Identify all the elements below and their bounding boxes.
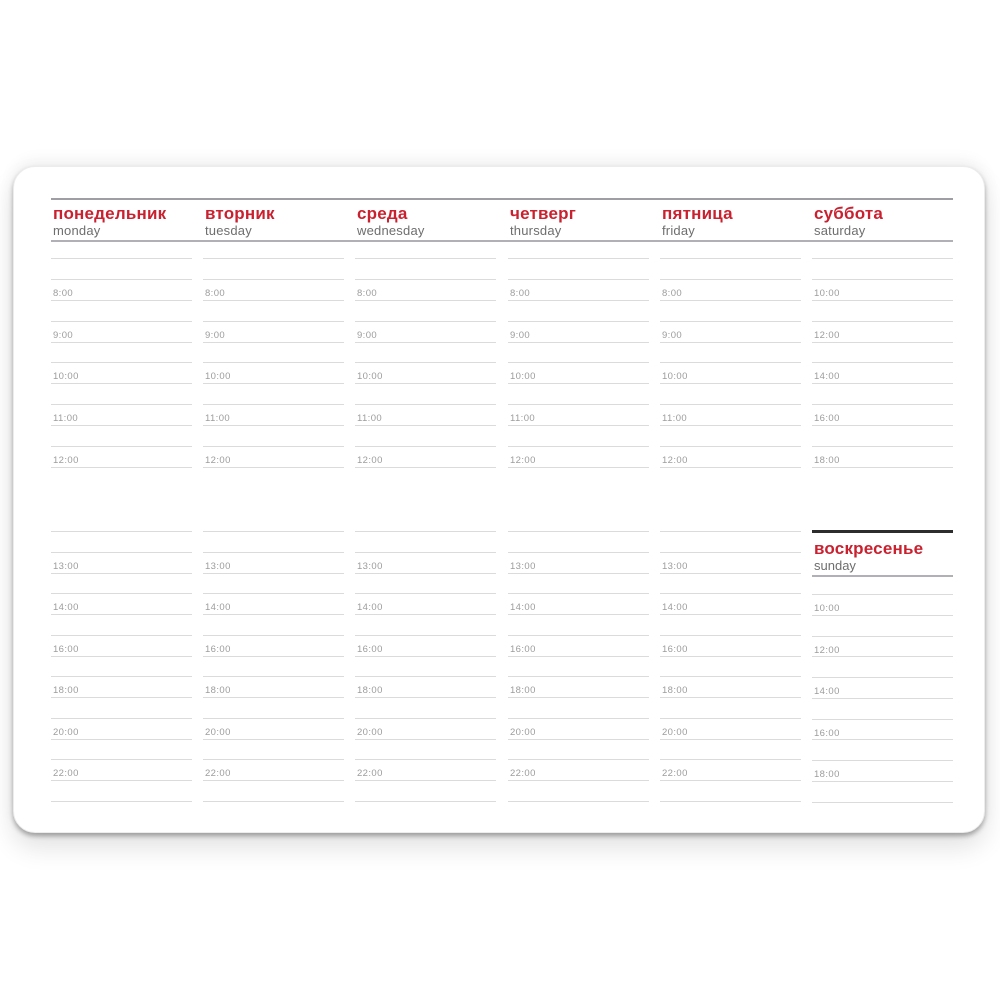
tuesday-time-slot-row [203, 780, 344, 801]
time-label: 9:00 [510, 329, 531, 341]
time-label: 14:00 [814, 686, 840, 698]
tuesday-time-slot-row [203, 300, 344, 321]
wednesday-time-slot-row [355, 635, 496, 656]
thursday-time-slot-row [508, 404, 649, 425]
monday-afternoon-section [51, 531, 192, 802]
thursday-time-slot-row [508, 552, 649, 573]
time-label: 11:00 [53, 413, 79, 425]
thursday-time-slot-row [508, 300, 649, 321]
wednesday-morning-section [355, 258, 496, 468]
wednesday-time-slot-row [355, 446, 496, 467]
time-label: 9:00 [205, 329, 226, 341]
wednesday-time-slot-row [355, 425, 496, 446]
saturday-time-slot-row [812, 425, 953, 446]
planner-content [51, 167, 953, 834]
sunday-time-slot-row [812, 594, 953, 615]
friday-time-slot-row [660, 573, 801, 594]
day-name-ru-saturday: суббота [814, 204, 884, 223]
time-label: 14:00 [814, 371, 840, 383]
time-label: 20:00 [357, 726, 383, 738]
tuesday-closing-line [203, 801, 344, 802]
monday-time-slot-row [51, 531, 192, 552]
friday-time-slot-row [660, 279, 801, 300]
friday-time-slot-row [660, 425, 801, 446]
tuesday-time-slot-row [203, 446, 344, 467]
saturday-time-slot-row [812, 300, 953, 321]
thursday-time-slot-row [508, 362, 649, 383]
sunday-time-slot-row [812, 615, 953, 636]
saturday-time-slot-row [812, 342, 953, 363]
friday-time-slot-row [660, 593, 801, 614]
thursday-time-slot-row [508, 635, 649, 656]
wednesday-time-slot-row [355, 656, 496, 677]
saturday-time-slot-row [812, 404, 953, 425]
day-column-monday [51, 167, 192, 834]
time-label: 16:00 [814, 727, 840, 739]
wednesday-time-slot-row [355, 383, 496, 404]
friday-time-slot-row [660, 635, 801, 656]
time-label: 22:00 [53, 768, 79, 780]
wednesday-time-slot-row [355, 342, 496, 363]
thursday-time-slot-row [508, 697, 649, 718]
time-label: 14:00 [357, 602, 383, 614]
wednesday-time-slot-row [355, 573, 496, 594]
monday-time-slot-row [51, 300, 192, 321]
time-label: 20:00 [662, 726, 688, 738]
friday-time-slot-row [660, 383, 801, 404]
tuesday-time-slot-row [203, 531, 344, 552]
time-label: 13:00 [205, 560, 231, 572]
monday-time-slot-row [51, 697, 192, 718]
wednesday-time-slot-row [355, 531, 496, 552]
planner-page [13, 166, 985, 833]
day-column-thursday [508, 167, 649, 834]
monday-time-slot-row [51, 614, 192, 635]
saturday-time-slot-row [812, 321, 953, 342]
friday-time-slot-row [660, 739, 801, 760]
tuesday-time-slot-row [203, 676, 344, 697]
monday-time-slot-row [51, 759, 192, 780]
monday-time-slot-row [51, 279, 192, 300]
saturday-time-slot-row [812, 258, 953, 279]
wednesday-time-slot-row [355, 780, 496, 801]
thursday-time-slot-row [508, 593, 649, 614]
day-name-en-saturday: saturday [814, 223, 866, 238]
time-label: 11:00 [662, 413, 688, 425]
tuesday-time-slot-row [203, 383, 344, 404]
time-label: 13:00 [662, 560, 688, 572]
time-label: 14:00 [662, 602, 688, 614]
monday-time-slot-row [51, 718, 192, 739]
time-label: 10:00 [510, 371, 536, 383]
time-label: 22:00 [205, 768, 231, 780]
friday-time-slot-row [660, 300, 801, 321]
thursday-time-slot-row [508, 718, 649, 739]
day-name-ru-tuesday: вторник [205, 204, 275, 223]
thursday-time-slot-row [508, 573, 649, 594]
time-label: 18:00 [53, 685, 79, 697]
monday-time-slot-row [51, 635, 192, 656]
time-label: 12:00 [510, 455, 536, 467]
sunday-header-underline [812, 575, 953, 577]
time-label: 16:00 [510, 643, 536, 655]
time-label: 10:00 [662, 371, 688, 383]
day-column-tuesday [203, 167, 344, 834]
wednesday-time-slot-row [355, 279, 496, 300]
sunday-time-slot-row [812, 739, 953, 760]
tuesday-time-slot-row [203, 656, 344, 677]
time-label: 16:00 [205, 643, 231, 655]
saturday-time-slot-row [812, 279, 953, 300]
time-label: 18:00 [814, 455, 840, 467]
time-label: 11:00 [357, 413, 383, 425]
time-label: 22:00 [662, 768, 688, 780]
thursday-time-slot-row [508, 531, 649, 552]
time-label: 9:00 [53, 329, 74, 341]
time-label: 8:00 [205, 287, 226, 299]
monday-time-slot-row [51, 342, 192, 363]
day-name-ru-sunday: воскресенье [814, 539, 924, 558]
time-label: 10:00 [205, 371, 231, 383]
sunday-time-slot-row [812, 760, 953, 781]
time-label: 14:00 [510, 602, 536, 614]
friday-time-slot-row [660, 759, 801, 780]
sunday-time-slot-row [812, 656, 953, 677]
wednesday-time-slot-row [355, 676, 496, 697]
time-label: 10:00 [814, 287, 840, 299]
wednesday-time-slot-row [355, 614, 496, 635]
wednesday-time-slot-row [355, 552, 496, 573]
wednesday-closing-line [355, 801, 496, 802]
day-column-friday [660, 167, 801, 834]
day-column-saturday [812, 167, 953, 834]
time-label: 18:00 [205, 685, 231, 697]
friday-time-slot-row [660, 404, 801, 425]
time-label: 8:00 [510, 287, 531, 299]
time-label: 8:00 [662, 287, 683, 299]
time-label: 14:00 [53, 602, 79, 614]
tuesday-time-slot-row [203, 635, 344, 656]
time-label: 10:00 [814, 603, 840, 614]
wednesday-time-slot-row [355, 697, 496, 718]
time-label: 16:00 [53, 643, 79, 655]
time-label: 13:00 [510, 560, 536, 572]
day-name-ru-wednesday: среда [357, 204, 408, 223]
tuesday-time-slot-row [203, 258, 344, 279]
monday-time-slot-row [51, 404, 192, 425]
tuesday-time-slot-row [203, 362, 344, 383]
thursday-time-slot-row [508, 780, 649, 801]
time-label: 9:00 [662, 329, 683, 341]
day-column-wednesday [355, 167, 496, 834]
friday-time-slot-row [660, 362, 801, 383]
sunday-time-slot-row [812, 719, 953, 740]
tuesday-time-slot-row [203, 279, 344, 300]
friday-closing-line [660, 801, 801, 802]
monday-time-slot-row [51, 676, 192, 697]
monday-time-slot-row [51, 593, 192, 614]
wednesday-time-slot-row [355, 321, 496, 342]
time-label: 13:00 [53, 560, 79, 572]
thursday-time-slot-row [508, 759, 649, 780]
time-label: 9:00 [357, 329, 378, 341]
monday-time-slot-row [51, 425, 192, 446]
time-label: 18:00 [814, 769, 840, 781]
friday-time-slot-row [660, 321, 801, 342]
tuesday-morning-section [203, 258, 344, 468]
wednesday-time-slot-row [355, 404, 496, 425]
day-name-ru-thursday: четверг [510, 204, 576, 223]
monday-time-slot-row [51, 739, 192, 760]
wednesday-time-slot-row [355, 739, 496, 760]
tuesday-time-slot-row [203, 593, 344, 614]
monday-time-slot-row [51, 321, 192, 342]
wednesday-time-slot-row [355, 258, 496, 279]
sunday-time-slot-row [812, 781, 953, 802]
saturday-time-slot-row [812, 446, 953, 467]
day-name-en-sunday: sunday [814, 558, 856, 573]
sunday-time-slot-row [812, 636, 953, 657]
time-label: 10:00 [357, 371, 383, 383]
sunday-divider-rule [812, 530, 953, 533]
friday-time-slot-row [660, 446, 801, 467]
time-label: 18:00 [510, 685, 536, 697]
time-label: 12:00 [357, 455, 383, 467]
thursday-morning-section [508, 258, 649, 468]
time-label: 12:00 [814, 644, 840, 656]
friday-time-slot-row [660, 697, 801, 718]
friday-afternoon-section [660, 531, 801, 802]
tuesday-time-slot-row [203, 614, 344, 635]
day-name-en-friday: friday [662, 223, 695, 238]
tuesday-time-slot-row [203, 739, 344, 760]
friday-time-slot-row [660, 258, 801, 279]
tuesday-time-slot-row [203, 552, 344, 573]
time-label: 12:00 [662, 455, 688, 467]
monday-time-slot-row [51, 362, 192, 383]
monday-time-slot-row [51, 780, 192, 801]
time-label: 16:00 [662, 643, 688, 655]
thursday-afternoon-section [508, 531, 649, 802]
day-name-en-tuesday: tuesday [205, 223, 252, 238]
wednesday-time-slot-row [355, 300, 496, 321]
monday-time-slot-row [51, 258, 192, 279]
tuesday-afternoon-section [203, 531, 344, 802]
monday-time-slot-row [51, 383, 192, 404]
time-label: 18:00 [662, 685, 688, 697]
time-label: 12:00 [814, 329, 840, 341]
sunday-time-slot-row [812, 677, 953, 698]
friday-time-slot-row [660, 614, 801, 635]
thursday-closing-line [508, 801, 649, 802]
day-name-en-wednesday: wednesday [357, 223, 425, 238]
monday-time-slot-row [51, 656, 192, 677]
time-label: 8:00 [53, 287, 74, 299]
thursday-time-slot-row [508, 342, 649, 363]
sunday-time-slot-row [812, 698, 953, 719]
thursday-time-slot-row [508, 656, 649, 677]
time-label: 12:00 [53, 455, 79, 467]
monday-time-slot-row [51, 446, 192, 467]
friday-time-slot-row [660, 718, 801, 739]
tuesday-time-slot-row [203, 404, 344, 425]
wednesday-time-slot-row [355, 759, 496, 780]
time-label: 22:00 [357, 768, 383, 780]
friday-time-slot-row [660, 676, 801, 697]
day-name-en-thursday: thursday [510, 223, 562, 238]
time-label: 20:00 [510, 726, 536, 738]
time-label: 12:00 [205, 455, 231, 467]
friday-time-slot-row [660, 656, 801, 677]
thursday-time-slot-row [508, 279, 649, 300]
time-label: 8:00 [357, 287, 378, 299]
thursday-time-slot-row [508, 614, 649, 635]
time-label: 13:00 [357, 560, 383, 572]
friday-time-slot-row [660, 780, 801, 801]
tuesday-time-slot-row [203, 321, 344, 342]
friday-morning-section [660, 258, 801, 468]
friday-time-slot-row [660, 342, 801, 363]
saturday-time-slot-row [812, 362, 953, 383]
saturday-time-slot-row [812, 383, 953, 404]
time-label: 16:00 [814, 413, 840, 425]
time-label: 22:00 [510, 768, 536, 780]
wednesday-time-slot-row [355, 362, 496, 383]
friday-time-slot-row [660, 531, 801, 552]
tuesday-time-slot-row [203, 718, 344, 739]
monday-closing-line [51, 801, 192, 802]
tuesday-time-slot-row [203, 697, 344, 718]
day-name-ru-friday: пятница [662, 204, 733, 223]
wednesday-afternoon-section [355, 531, 496, 802]
sunday-closing-line [812, 802, 953, 803]
thursday-time-slot-row [508, 425, 649, 446]
day-name-en-monday: monday [53, 223, 101, 238]
thursday-time-slot-row [508, 383, 649, 404]
thursday-time-slot-row [508, 446, 649, 467]
monday-time-slot-row [51, 573, 192, 594]
monday-morning-section [51, 258, 192, 468]
monday-time-slot-row [51, 552, 192, 573]
time-label: 20:00 [53, 726, 79, 738]
time-label: 18:00 [357, 685, 383, 697]
time-label: 11:00 [205, 413, 231, 425]
thursday-time-slot-row [508, 258, 649, 279]
time-label: 16:00 [357, 643, 383, 655]
time-label: 10:00 [53, 371, 79, 383]
day-name-ru-monday: понедельник [53, 204, 167, 223]
thursday-time-slot-row [508, 321, 649, 342]
time-label: 14:00 [205, 602, 231, 614]
tuesday-time-slot-row [203, 342, 344, 363]
sunday-section [812, 594, 953, 803]
tuesday-time-slot-row [203, 759, 344, 780]
wednesday-time-slot-row [355, 718, 496, 739]
thursday-time-slot-row [508, 676, 649, 697]
friday-time-slot-row [660, 552, 801, 573]
time-label: 11:00 [510, 413, 536, 425]
wednesday-time-slot-row [355, 593, 496, 614]
time-label: 20:00 [205, 726, 231, 738]
saturday-morning-section [812, 258, 953, 468]
tuesday-time-slot-row [203, 573, 344, 594]
thursday-time-slot-row [508, 739, 649, 760]
tuesday-time-slot-row [203, 425, 344, 446]
